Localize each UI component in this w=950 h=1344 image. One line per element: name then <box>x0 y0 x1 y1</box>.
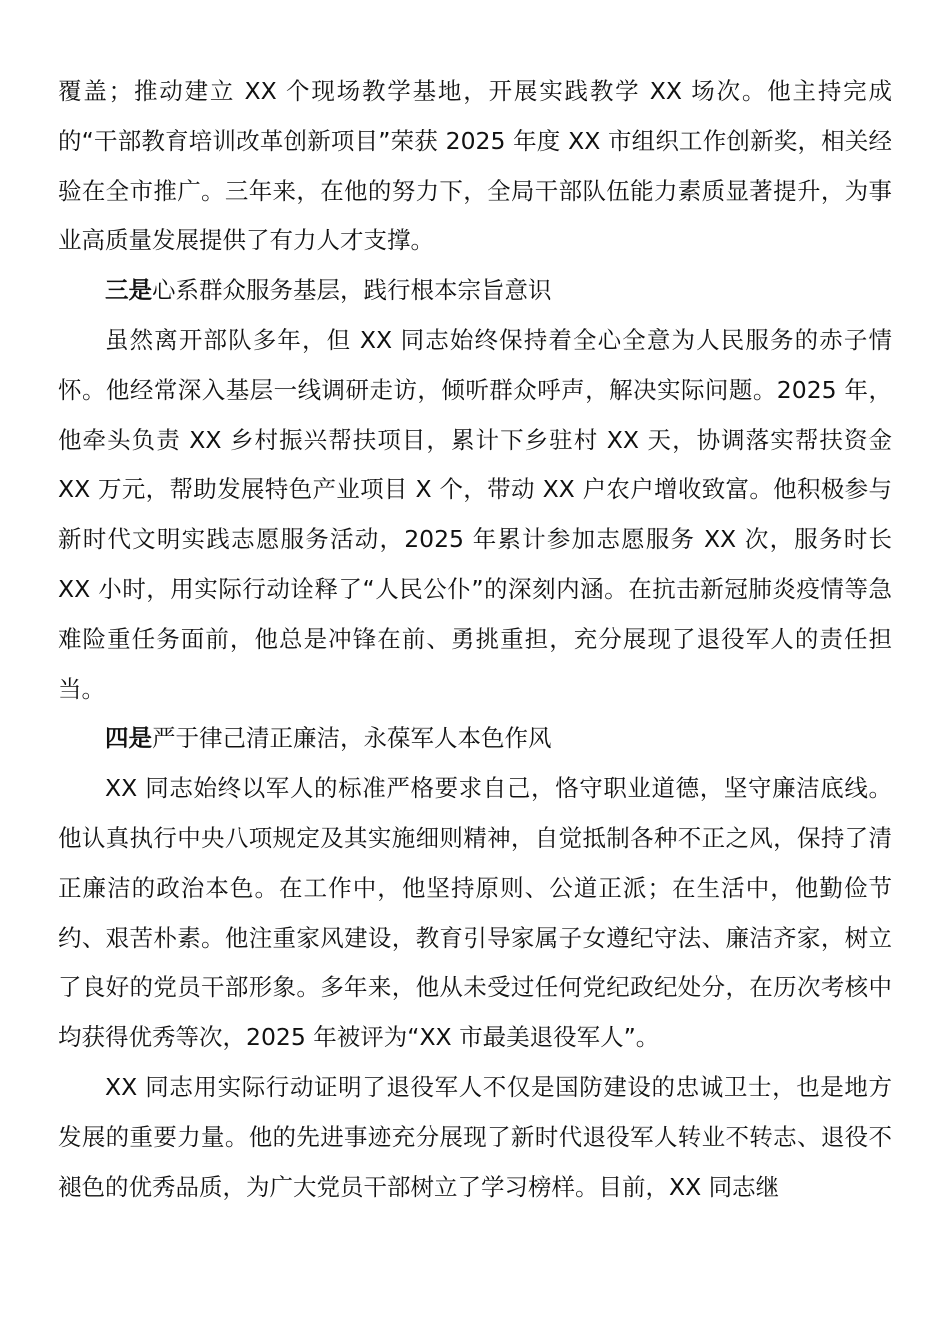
section-heading-four-text: 严于律己清正廉洁，永葆军人本色作风 <box>152 724 552 753</box>
section-heading-three-text: 心系群众服务基层，践行根本宗旨意识 <box>152 276 552 305</box>
section-heading-three <box>58 266 892 316</box>
paragraph-serving-masses: 虽然离开部队多年，但 XX 同志始终保持着全心全意为人民服务的赤子情怀。他经常深入基层一线调研走访，倾听群众呼声，解决实际问题。2025 年，他牵头负责 XX 乡村振兴帮扶项目，累计下乡驻村 XX 天，协调落实帮扶资金 XX 万元，帮助发展特色产业项目 X 个，带动 XX 户农户增收致富。他积极参与新时代文明实践志愿服务活动，2025 年累计参加志愿服务 XX 次，服务时长 XX 小时，用实际行动诠释了“人民公仆”的深刻内涵。在抗击新冠肺炎疫情等急难险重任务面前，他总是冲锋在前、勇挑重担，充分展现了退役军人的责任担当。 <box>58 325 892 703</box>
section-heading-four <box>58 714 892 764</box>
section-heading-four-lead: 四是 <box>105 724 152 753</box>
paragraph-integrity: XX 同志始终以军人的标准严格要求自己，恪守职业道德，坚守廉洁底线。他认真执行中央八项规定及其实施细则精神，自觉抵制各种不正之风，保持了清正廉洁的政治本色。在工作中，他坚持原则、公道正派；在生活中，他勤俭节约、艰苦朴素。他注重家风建设，教育引导家属子女遵纪守法、廉洁齐家，树立了良好的党员干部形象。多年来，他从未受过任何党纪政纪处分，在历次考核中均获得优秀等次，2025 年被评为“XX 市最美退役军人”。 <box>58 774 892 1052</box>
section-heading-three-lead: 三是 <box>105 276 152 305</box>
paragraph-continued-training: 覆盖；推动建立 XX 个现场教学基地，开展实践教学 XX 场次。他主持完成的“干部教育培训改革创新项目”荣获 2025 年度 XX 市组织工作创新奖，相关经验在全市推广。三年来，在他的努力下，全局干部队伍能力素质显著提升，为事业高质量发展提供了有力人才支撑。 <box>58 77 892 255</box>
paragraph-conclusion: XX 同志用实际行动证明了退役军人不仅是国防建设的忠诚卫士，也是地方发展的重要力量。他的先进事迹充分展现了新时代退役军人转业不转志、退役不褪色的优秀品质，为广大党员干部树立了学习榜样。目前，XX 同志继 <box>58 1072 892 1201</box>
